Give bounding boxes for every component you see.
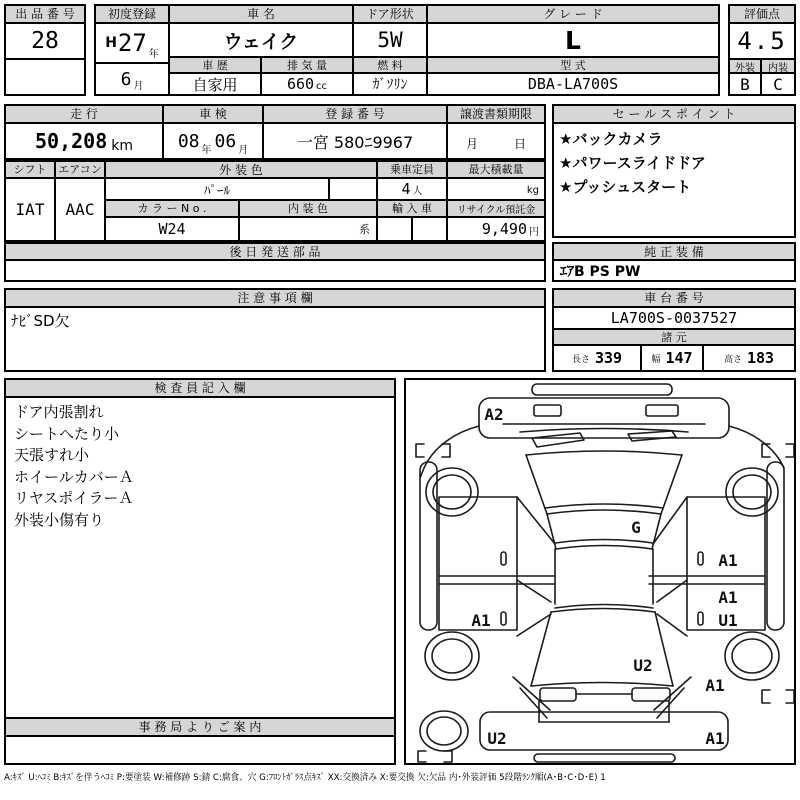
grade-header: グ レ ー ド xyxy=(428,6,718,24)
color-no-header: カ ラ ー N o . xyxy=(106,201,240,218)
inspection-value xyxy=(164,124,264,158)
inspector-note-line: リヤスポイラーＡ xyxy=(14,489,134,507)
damage-code-A2: A2 xyxy=(484,405,504,424)
later-parts-value xyxy=(6,261,544,280)
capacity-unit: 人 xyxy=(412,186,423,197)
door-shape-value: 5W xyxy=(354,24,428,58)
first-reg-year xyxy=(96,24,170,64)
inspection-year-unit: 年 xyxy=(201,145,212,156)
damage-code-A1: A1 xyxy=(471,611,491,630)
mileage-num: 50,208 xyxy=(35,129,108,153)
import-car-cell-1 xyxy=(378,218,413,240)
spec-width-label: 幅 xyxy=(651,354,661,365)
damage-code-U2: U2 xyxy=(633,656,653,675)
transfer-docs-value xyxy=(448,124,544,158)
model-code-value: DBA-LA700S xyxy=(527,75,619,93)
first-reg-year-num: 27 xyxy=(117,29,147,57)
mileage-value xyxy=(6,124,164,158)
later-parts-box xyxy=(4,242,546,282)
sales-points-box xyxy=(552,104,796,238)
exterior-grade-value: B xyxy=(730,74,762,94)
displacement-value xyxy=(262,74,354,94)
specs-header: 諸 元 xyxy=(554,330,794,346)
car-name-header: 車 名 xyxy=(170,6,354,24)
spec-height-label: 高さ xyxy=(723,354,742,365)
inspector-notes-list xyxy=(6,398,394,717)
import-car-header: 輸 入 車 xyxy=(378,201,448,218)
chassis-box xyxy=(552,288,796,372)
reg-number-value: 一宮 580ﾆ9967 xyxy=(264,124,448,158)
capacity-header: 乗車定員 xyxy=(378,162,448,179)
legend-text: A:ｷｽﾞ U:ﾍｺﾐ B:ｷｽﾞを伴うﾍｺﾐ P:要塗装 W:補修跡 S:錆 C:腐食、穴 G:ﾌﾛﾝﾄｶﾞﾗｽ点ｷｽﾞ XX:交換済み X:要交換 欠:欠品 内･外装評価 5段階ﾗﾝｸ順(A･B･C･D･E) 1 xyxy=(4,773,606,783)
spec-width-value: 147 xyxy=(665,349,693,367)
sales-points-header: セ ー ル ス ポ イ ン ト xyxy=(554,106,794,124)
damage-code-A1: A1 xyxy=(718,551,738,570)
capacity-num: 4 xyxy=(401,180,411,198)
max-load-value xyxy=(448,179,544,201)
model-code-header: 型 式 xyxy=(428,58,718,74)
chassis-no-header: 車 台 番 号 xyxy=(554,290,794,308)
later-parts-header: 後 日 発 送 部 品 xyxy=(6,244,544,261)
inspector-note-line: 外装小傷有り xyxy=(14,510,105,529)
damage-diagram-box xyxy=(404,378,796,765)
inspection-month-unit: 月 xyxy=(238,145,249,156)
exterior-color-empty-cell xyxy=(330,179,378,201)
transfer-docs-header: 譲渡書類期限 xyxy=(448,106,544,124)
max-load-header: 最大積載量 xyxy=(448,162,544,179)
first-reg-month-num: 6 xyxy=(120,68,132,90)
color-no-value: W24 xyxy=(106,218,240,240)
auction-no-text: 28 xyxy=(31,28,59,54)
aircon-header: エアコン xyxy=(56,162,106,179)
exterior-grade-header: 外装 xyxy=(730,60,762,74)
interior-color-suffix: 系 xyxy=(359,223,370,236)
inspection-month: 06 xyxy=(214,130,237,152)
grade-value: L xyxy=(428,24,718,58)
interior-grade-value: C xyxy=(773,74,783,94)
max-load-unit: kg xyxy=(526,185,539,196)
auction-no-box xyxy=(4,4,86,96)
office-info-header: 事 務 局 よ り ご 案 内 xyxy=(6,717,394,737)
sales-point-item: ★パワースライドドア xyxy=(559,154,706,172)
recycle-deposit-unit: 円 xyxy=(529,227,539,238)
interior-color-value xyxy=(240,218,378,240)
door-shape-header: ドア形状 xyxy=(354,6,428,24)
damage-code-A1: A1 xyxy=(718,588,738,607)
first-reg-era: H xyxy=(105,35,117,51)
displacement-unit: cc xyxy=(316,81,328,92)
recycle-deposit-header: リサイクル預託金 xyxy=(448,201,544,218)
auction-no-empty-cell xyxy=(6,60,84,94)
aircon-value: AAC xyxy=(56,179,106,240)
inspection-year: 08 xyxy=(177,130,200,152)
sales-points-list xyxy=(554,124,794,236)
inspector-note-line: ドア内張割れ xyxy=(14,403,104,421)
inspector-note-line: 天張すれ小 xyxy=(14,446,90,464)
shift-header: シフト xyxy=(6,162,56,179)
vehicle-info-box xyxy=(94,4,720,96)
notes-header: 注 意 事 項 欄 xyxy=(6,290,544,308)
car-outline xyxy=(416,384,794,762)
recycle-deposit-value xyxy=(448,218,544,240)
shift-value: IAT xyxy=(6,179,56,240)
spec-width xyxy=(642,346,704,370)
first-reg-year-unit: 年 xyxy=(148,49,159,60)
auction-no-value xyxy=(6,24,84,60)
transfer-month-unit: 月 xyxy=(465,137,478,151)
score-header: 評価点 xyxy=(730,6,794,24)
score-box xyxy=(728,4,796,96)
first-reg-month xyxy=(96,64,170,94)
oem-equipment-box xyxy=(552,242,796,282)
damage-code-A1: A1 xyxy=(705,676,725,695)
history-value: 自家用 xyxy=(170,74,262,94)
color-spec-box xyxy=(4,160,546,242)
oem-equipment-header: 純 正 装 備 xyxy=(554,244,794,261)
spec-height-value: 183 xyxy=(746,349,775,367)
sales-point-item: ★バックカメラ xyxy=(559,130,663,148)
notes-box xyxy=(4,288,546,372)
inspector-note-line: シートへたり小 xyxy=(14,424,120,443)
displacement-header: 排 気 量 xyxy=(262,58,354,74)
first-reg-header: 初度登録 xyxy=(96,6,170,24)
spec-length xyxy=(554,346,642,370)
capacity-value xyxy=(378,179,448,201)
inspector-notes-header: 検 査 員 記 入 欄 xyxy=(6,380,394,398)
import-car-cell-2 xyxy=(413,218,448,240)
transfer-day-unit: 日 xyxy=(513,137,526,151)
spec-height xyxy=(704,346,794,370)
history-header: 車 歴 xyxy=(170,58,262,74)
damage-code-U1: U1 xyxy=(718,611,738,630)
spec-length-label: 長さ xyxy=(571,354,590,365)
office-info-value xyxy=(6,737,394,763)
recycle-deposit-num: 9,490 xyxy=(481,220,527,238)
car-name-value: ウェイク xyxy=(170,24,354,58)
mileage-unit: km xyxy=(111,138,133,154)
score-value: 4.5 xyxy=(730,24,794,60)
inspection-header: 車 検 xyxy=(164,106,264,124)
fuel-header: 燃 料 xyxy=(354,58,428,74)
interior-grade-header: 内装 xyxy=(762,60,794,74)
inspector-notes-box xyxy=(4,378,396,765)
car-damage-diagram xyxy=(406,380,794,763)
oem-equipment-value: ｴｱB PS PW xyxy=(560,263,641,280)
spec-length-value: 339 xyxy=(594,349,623,367)
damage-code-G: G xyxy=(631,518,641,537)
notes-value: ﾅﾋﾞSD欠 xyxy=(11,311,70,330)
first-reg-month-unit: 月 xyxy=(133,81,144,92)
inspector-note-line: ホイールカバーＡ xyxy=(14,467,134,486)
displacement-num: 660 xyxy=(286,75,315,93)
damage-code-U2: U2 xyxy=(487,729,507,748)
interior-color-header: 内 装 色 xyxy=(240,201,378,218)
mileage-header: 走 行 xyxy=(6,106,164,124)
exterior-color-value: ﾊﾟｰﾙ xyxy=(106,179,330,201)
sales-point-item: ★プッシュスタート xyxy=(559,178,692,196)
exterior-color-header: 外 装 色 xyxy=(106,162,378,179)
reg-number-header: 登 録 番 号 xyxy=(264,106,448,124)
auction-no-header: 出 品 番 号 xyxy=(6,6,84,24)
chassis-no-value: LA700S-0037527 xyxy=(554,308,794,330)
damage-code-A1: A1 xyxy=(705,729,725,748)
fuel-value: ｶﾞｿﾘﾝ xyxy=(354,74,428,94)
mileage-reg-box xyxy=(4,104,546,160)
